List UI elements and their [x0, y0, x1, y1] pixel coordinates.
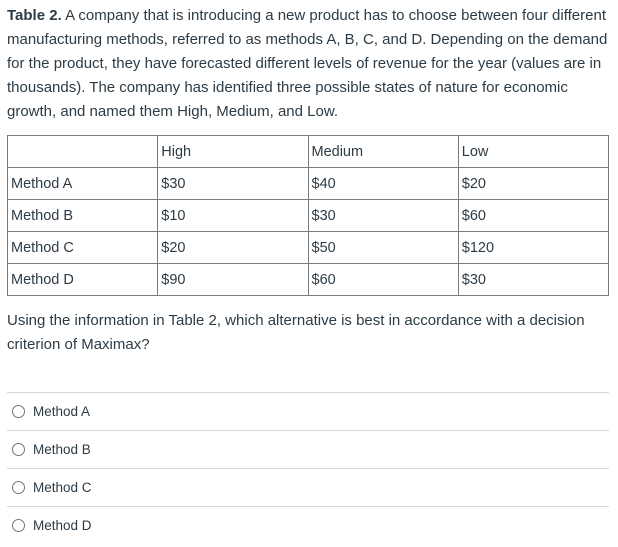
- answer-option-method-b[interactable]: [7, 430, 609, 468]
- answer-option-method-a[interactable]: [7, 392, 609, 430]
- question-text: Using the information in Table 2, which alternative is best in accordance with a decision criterion of Maximax?: [7, 312, 585, 353]
- radio-button-icon[interactable]: [12, 405, 25, 418]
- table-row: [8, 264, 609, 296]
- answer-label[interactable]: Method D: [33, 518, 92, 533]
- table-caption-label: Table 2.: [7, 7, 62, 24]
- header-medium: Medium: [308, 136, 458, 168]
- cell-high: $20: [158, 232, 308, 264]
- radio-button-icon[interactable]: [12, 481, 25, 494]
- intro-text: A company that is introducing a new product has to choose between four different manufacturing methods, referred to as methods A, B, C, and D. Depending on the demand for the product, they have forecasted different levels of revenue for the year (values are in thousands). The company has identified three possible states of nature for economic growth, and named them High, Medium, and Low.: [7, 7, 608, 120]
- header-corner-cell: [8, 136, 158, 168]
- cell-medium: $50: [308, 232, 458, 264]
- row-label: Method A: [8, 168, 158, 200]
- answer-label[interactable]: Method B: [33, 442, 91, 457]
- intro-paragraph: [7, 4, 611, 124]
- table-header-row: [8, 136, 609, 168]
- cell-low: $120: [458, 232, 608, 264]
- cell-high: $10: [158, 200, 308, 232]
- cell-medium: $30: [308, 200, 458, 232]
- cell-low: $60: [458, 200, 608, 232]
- answer-label[interactable]: Method C: [33, 480, 92, 495]
- cell-low: $20: [458, 168, 608, 200]
- header-low: Low: [458, 136, 608, 168]
- answer-option-method-c[interactable]: [7, 468, 609, 506]
- cell-medium: $40: [308, 168, 458, 200]
- answer-list: [7, 392, 609, 544]
- row-label: Method B: [8, 200, 158, 232]
- cell-low: $30: [458, 264, 608, 296]
- answer-label[interactable]: Method A: [33, 404, 91, 419]
- cell-high: $90: [158, 264, 308, 296]
- cell-medium: $60: [308, 264, 458, 296]
- revenue-table: [7, 135, 609, 296]
- radio-button-icon[interactable]: [12, 519, 25, 532]
- row-label: Method C: [8, 232, 158, 264]
- radio-button-icon[interactable]: [12, 443, 25, 456]
- table-row: [8, 168, 609, 200]
- answer-option-method-d[interactable]: [7, 506, 609, 544]
- header-high: High: [158, 136, 308, 168]
- table-row: [8, 232, 609, 264]
- row-label: Method D: [8, 264, 158, 296]
- cell-high: $30: [158, 168, 308, 200]
- table-row: [8, 200, 609, 232]
